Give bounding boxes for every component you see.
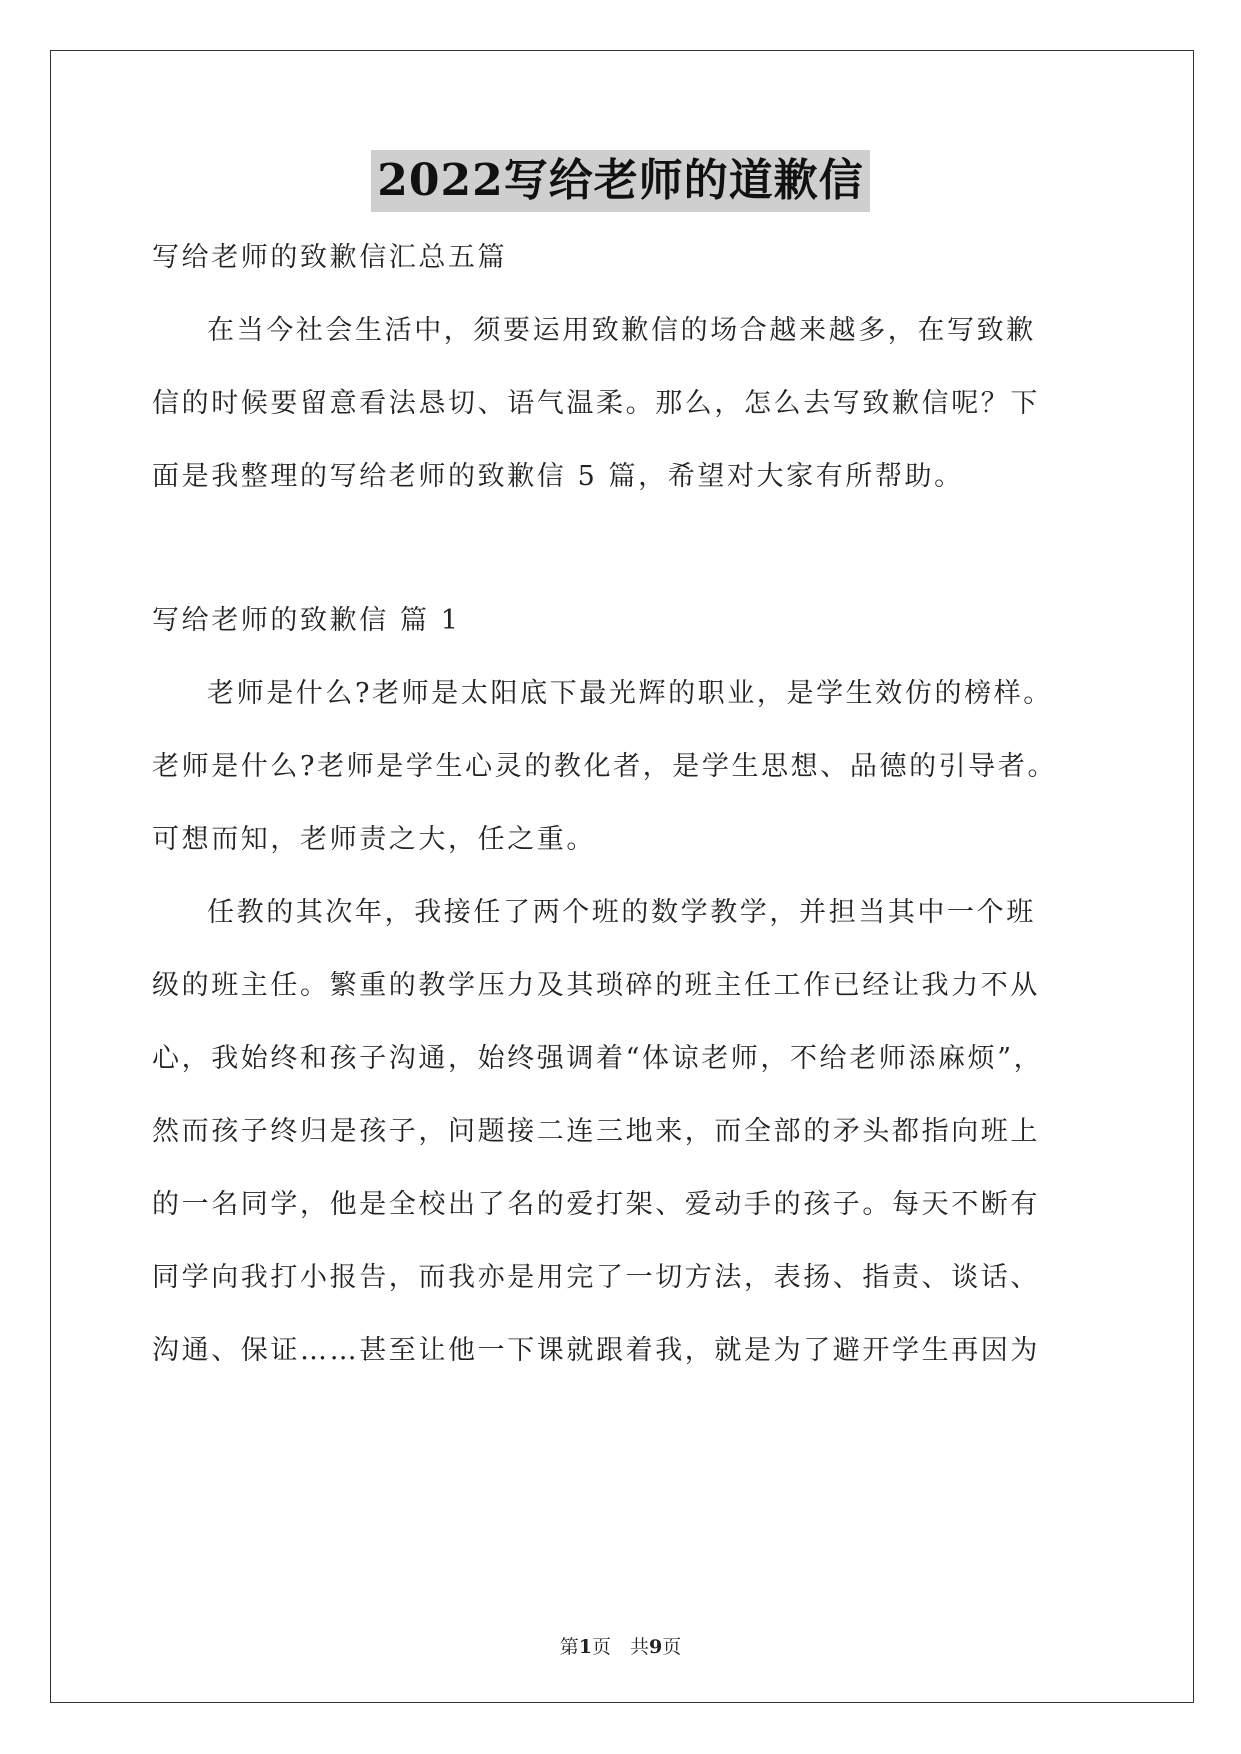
paragraph-line: 老师是什么?老师是太阳底下最光辉的职业，是学生效仿的榜样。 bbox=[207, 678, 1053, 709]
section-heading: 写给老师的致歉信 篇 1 bbox=[152, 605, 461, 636]
paragraph-line: 心，我始终和孩子沟通，始终强调着“体谅老师，不给老师添麻烦”， bbox=[152, 1043, 1044, 1074]
paragraph-line: 任教的其次年，我接任了两个班的数学教学，并担当其中一个班 bbox=[207, 897, 1036, 928]
paragraph-line: 级的班主任。繁重的教学压力及其琐碎的班主任工作已经让我力不从 bbox=[152, 970, 1040, 1001]
paragraph-line: 老师是什么?老师是学生心灵的教化者，是学生思想、品德的引导者。 bbox=[152, 751, 1058, 782]
document-title: 2022写给老师的道歉信 bbox=[371, 150, 869, 212]
total-page-number: 9 bbox=[649, 1636, 663, 1658]
page-footer bbox=[0, 1632, 1241, 1659]
page-border bbox=[50, 50, 1194, 1703]
footer-prefix: 第 bbox=[559, 1636, 579, 1658]
footer-suffix: 页 bbox=[662, 1636, 682, 1658]
paragraph-line: 可想而知，老师责之大，任之重。 bbox=[152, 824, 596, 855]
current-page-number: 1 bbox=[578, 1636, 592, 1658]
paragraph-line: 同学向我打小报告，而我亦是用完了一切方法，表扬、指责、谈话、 bbox=[152, 1262, 1040, 1293]
subtitle-line: 写给老师的致歉信汇总五篇 bbox=[152, 242, 508, 273]
paragraph-line: 的一名同学，他是全校出了名的爱打架、爱动手的孩子。每天不断有 bbox=[152, 1189, 1040, 1220]
paragraph-line: 然而孩子终归是孩子，问题接二连三地来，而全部的矛头都指向班上 bbox=[152, 1116, 1040, 1147]
paragraph-line: 在当今社会生活中，须要运用致歉信的场合越来越多，在写致歉 bbox=[207, 315, 1036, 346]
paragraph-line: 信的时候要留意看法恳切、语气温柔。那么，怎么去写致歉信呢？下 bbox=[152, 388, 1040, 419]
footer-mid: 页 共 bbox=[591, 1636, 649, 1658]
paragraph-line: 面是我整理的写给老师的致歉信 5 篇，希望对大家有所帮助。 bbox=[152, 461, 964, 492]
paragraph-line: 沟通、保证……甚至让他一下课就跟着我，就是为了避开学生再因为 bbox=[152, 1335, 1040, 1366]
title-wrap bbox=[0, 150, 1241, 212]
